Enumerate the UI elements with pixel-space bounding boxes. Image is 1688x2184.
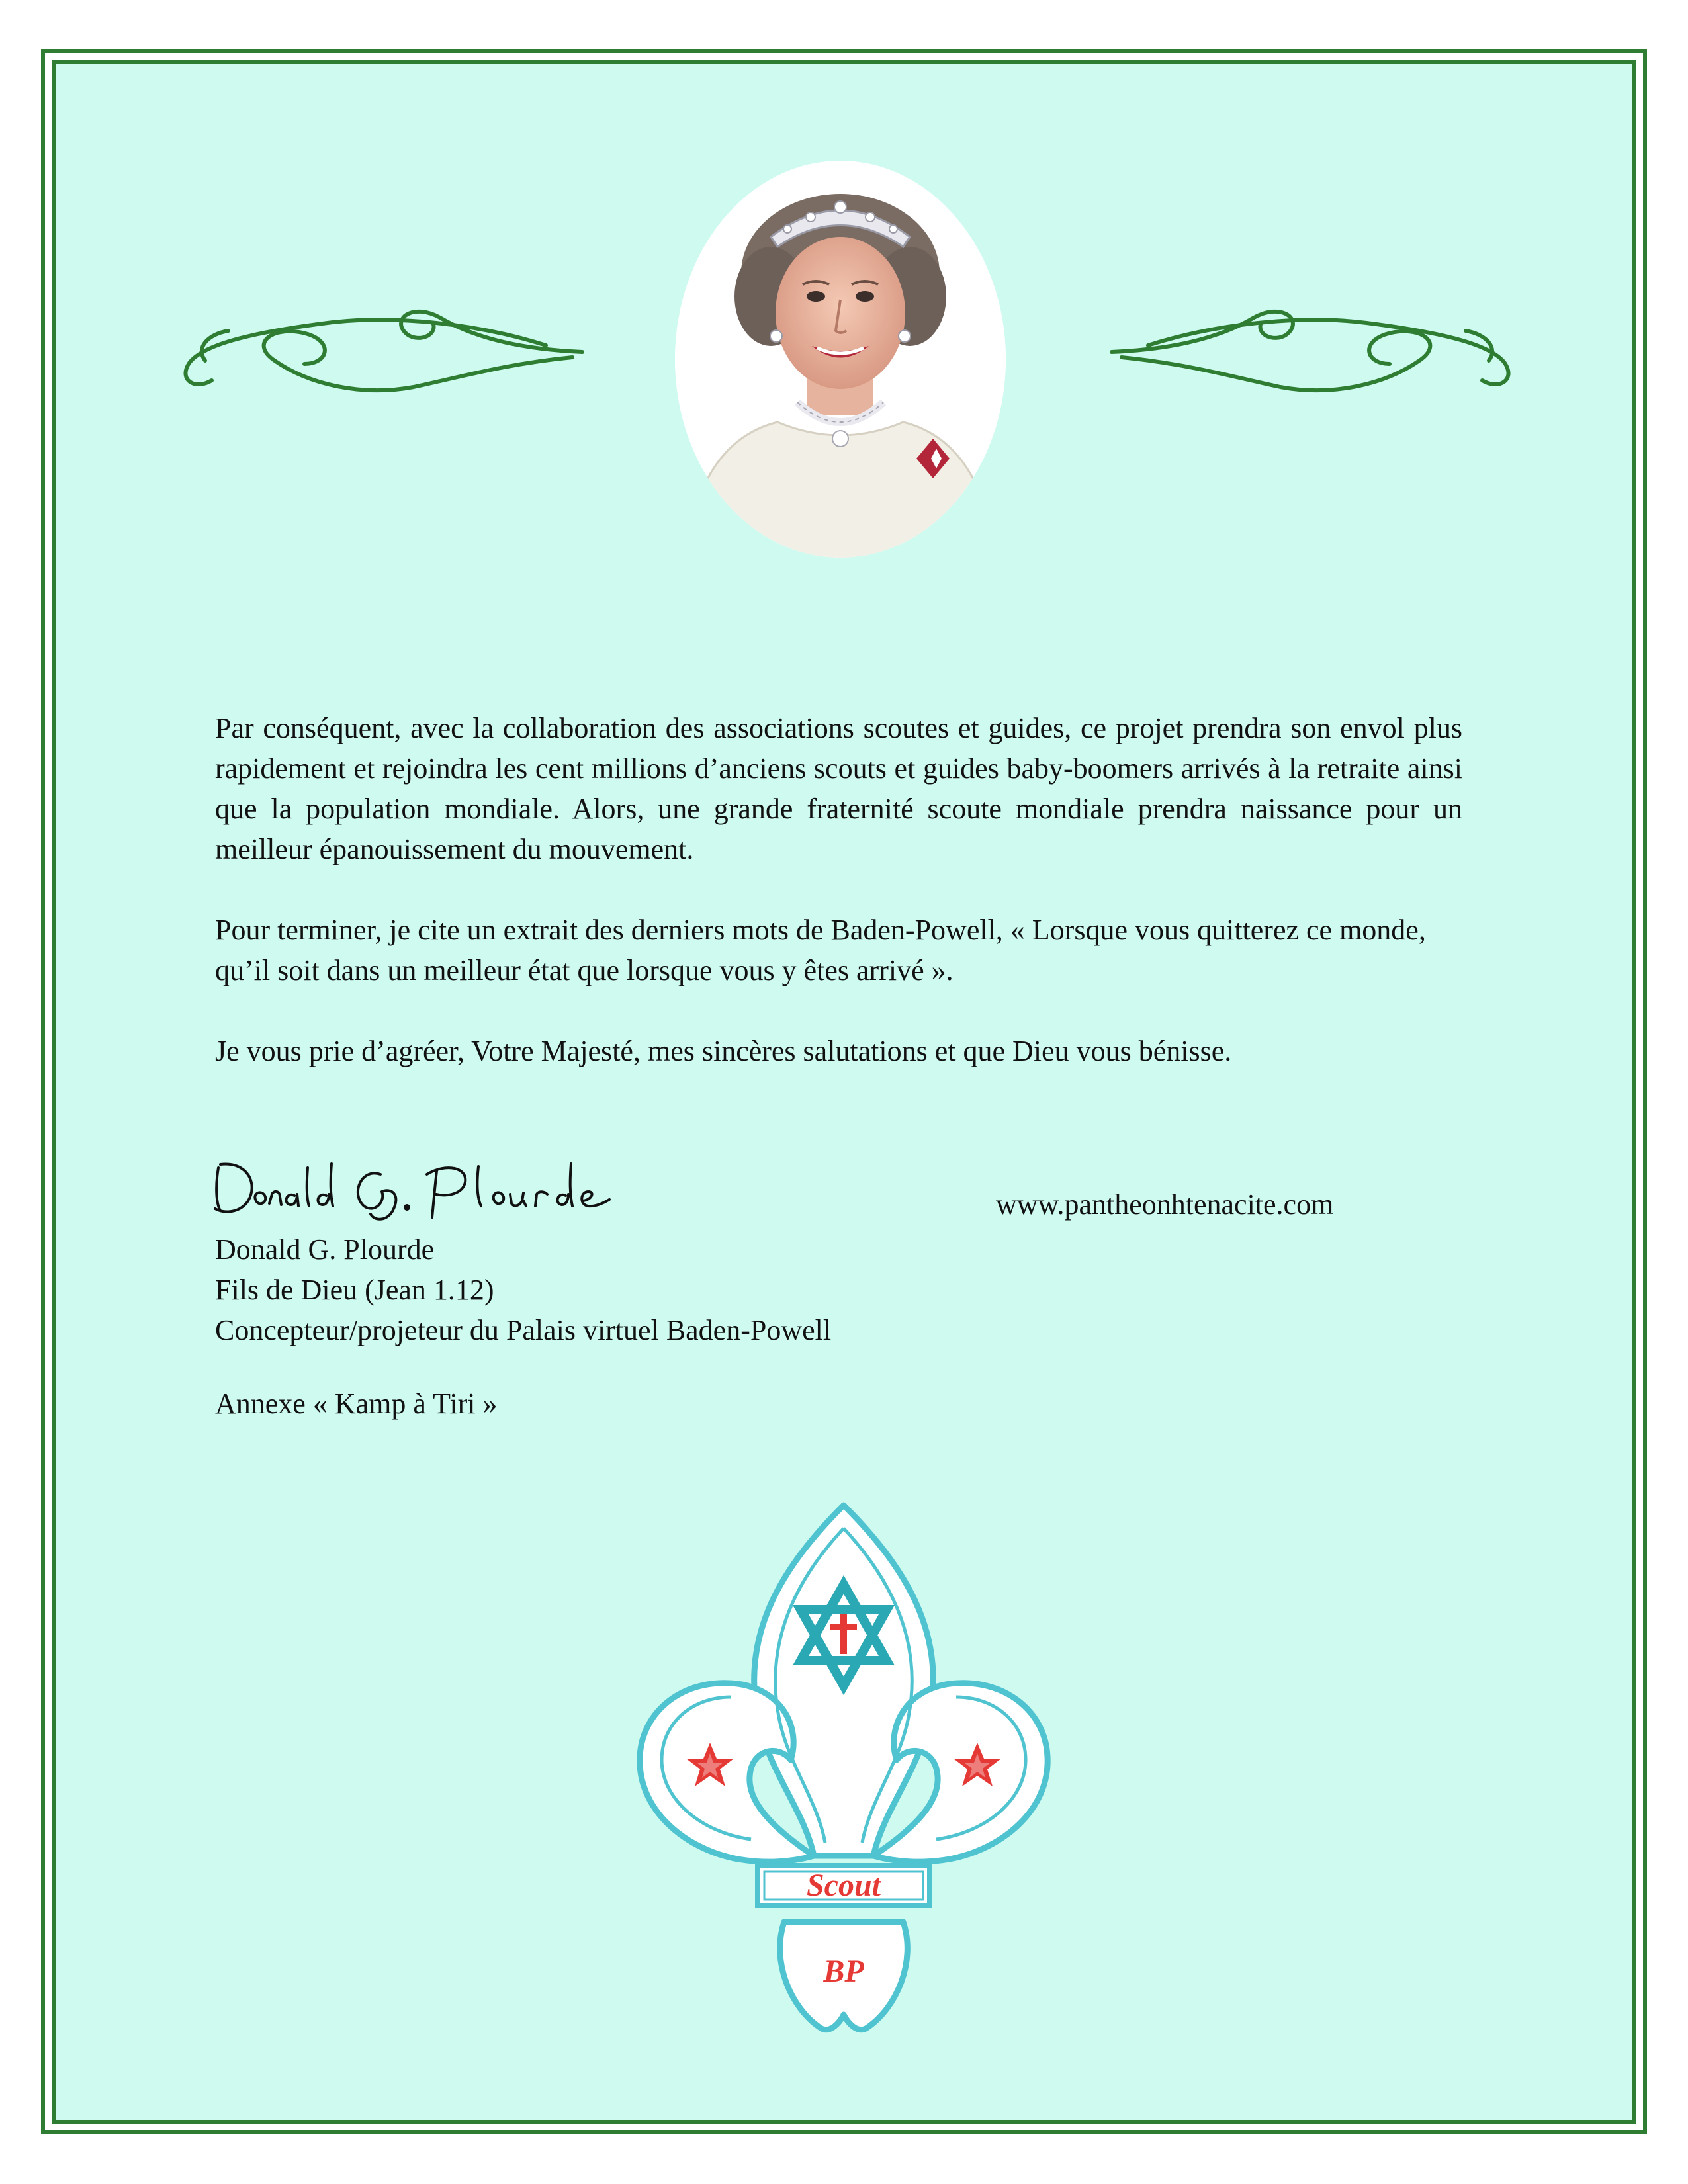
handwritten-signature [208,1148,619,1227]
green-scroll-flourish-icon [175,298,586,404]
annex-note: Annexe « Kamp à Tiri » [215,1387,498,1420]
website-url[interactable]: www.pantheonhtenacite.com [996,1188,1334,1221]
signer-title: Fils de Dieu (Jean 1.12) [215,1274,494,1306]
letter-paragraph: Je vous prie d’agréer, Votre Majesté, mes sincères salutations et que Dieu vous bénisse. [215,1035,1232,1067]
portrait-photo-icon [672,157,1009,561]
fleur-de-lis-icon [632,1499,1055,2034]
signer-name: Donald G. Plourde [215,1233,435,1266]
letter-paragraph: Par conséquent, avec la collaboration des associations scoutes et guides, ce projet prendra son envol plus rapidement et rejoindra les cent millions d’anciens scouts et guides baby-boomers arrivés à la retraite ainsi que la population mondiale. Alors, une grande fraternité scoute mondiale prendra naissance pour un meilleur épanouissement du mouvement. [215,712,1462,865]
emblem-banner-text: Scout [806,1868,881,1903]
letter-body [215,708,1462,1112]
green-scroll-flourish-icon [1108,298,1519,404]
emblem-bottom-text: BP [823,1954,864,1989]
letter-paragraph: Pour terminer, je cite un extrait des derniers mots de Baden-Powell, « Lorsque vous quitterez ce monde, qu’il soit dans un meilleur état que lorsque vous y êtes arrivé ». [215,914,1426,986]
signer-title: Concepteur/projeteur du Palais virtuel Baden-Powell [215,1314,832,1346]
signature-block [215,1229,831,1350]
